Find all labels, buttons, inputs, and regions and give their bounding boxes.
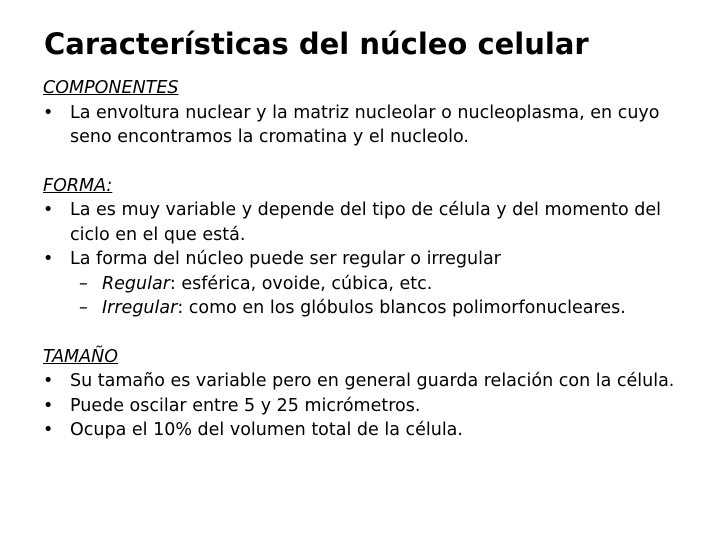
sublist-text: : como en los glóbulos blancos polimorfonucleares. bbox=[177, 298, 626, 318]
bullet-icon: • bbox=[43, 420, 54, 440]
dash-icon: – bbox=[79, 273, 88, 294]
list-item-text: Ocupa el 10% del volumen total de la célula. bbox=[70, 420, 463, 440]
list-item-text: La es muy variable y depende del tipo de célula y del momento del ciclo en el que está. bbox=[70, 200, 661, 245]
section-tamano bbox=[43, 345, 703, 443]
bullet-icon: • bbox=[43, 200, 54, 220]
bullet-icon: • bbox=[43, 249, 54, 269]
list-item-text: Su tamaño es variable pero en general guarda relación con la célula. bbox=[70, 371, 675, 391]
dash-icon: – bbox=[79, 298, 88, 318]
bullet-icon: • bbox=[43, 102, 54, 123]
list-item bbox=[43, 369, 703, 394]
sublist-term: Regular bbox=[102, 273, 170, 294]
section-heading-forma: FORMA: bbox=[43, 175, 113, 196]
section-forma bbox=[43, 174, 703, 321]
sublist-text: : esférica, ovoide, cúbica, etc. bbox=[169, 273, 433, 294]
sublist-term: Irregular bbox=[102, 298, 178, 318]
section-heading-componentes: COMPONENTES bbox=[43, 78, 179, 98]
list-item bbox=[43, 198, 703, 247]
sublist-item bbox=[43, 272, 703, 297]
list-item-text: La envoltura nuclear y la matriz nucleolar o nucleoplasma, en cuyo seno encontramos la cromatina y el nucleolo. bbox=[70, 102, 660, 147]
list-item bbox=[43, 101, 703, 150]
section-heading-tamano: TAMAÑO bbox=[43, 346, 118, 367]
slide-title: Características del núcleo celular bbox=[44, 27, 589, 61]
slide-content bbox=[43, 76, 703, 443]
list-item bbox=[43, 247, 703, 272]
tamano-list bbox=[43, 369, 703, 443]
bullet-icon: • bbox=[43, 395, 54, 416]
list-item-text: Puede oscilar entre 5 y 25 micrómetros. bbox=[70, 395, 421, 416]
section-componentes bbox=[43, 76, 703, 150]
list-item-text: La forma del núcleo puede ser regular o irregular bbox=[70, 249, 501, 269]
forma-sublist bbox=[43, 272, 703, 321]
forma-list bbox=[43, 198, 703, 272]
sublist-item bbox=[43, 296, 703, 321]
list-item bbox=[43, 394, 703, 419]
list-item bbox=[43, 418, 703, 443]
bullet-icon: • bbox=[43, 371, 54, 391]
componentes-list bbox=[43, 101, 703, 150]
